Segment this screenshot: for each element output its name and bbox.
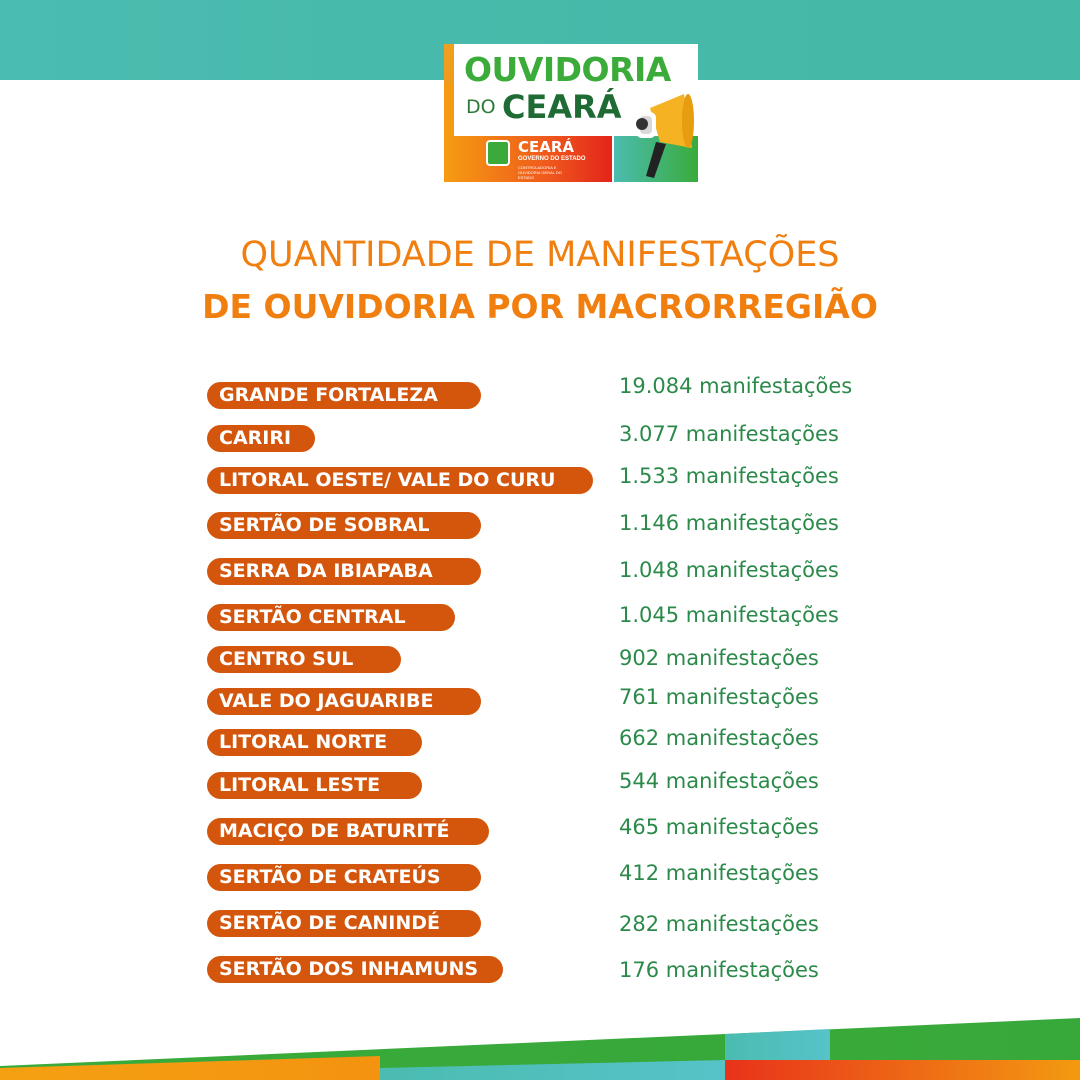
region-count: 902 manifestações <box>619 646 819 670</box>
region-row <box>0 422 1080 455</box>
region-pill: MACIÇO DE BATURITÉ <box>207 818 489 845</box>
region-pill: SERTÃO DE CANINDÉ <box>207 910 481 937</box>
region-row <box>0 861 1080 894</box>
heading-line-2: DE OUVIDORIA POR MACRORREGIÃO <box>202 287 878 326</box>
region-row <box>0 558 1080 588</box>
region-count: 1.146 manifestações <box>619 511 839 535</box>
logo-title-ceara: CEARÁ <box>502 88 622 126</box>
region-pill: SERTÃO DE SOBRAL <box>207 512 481 539</box>
region-pill: GRANDE FORTALEZA <box>207 382 481 409</box>
region-pill: LITORAL NORTE <box>207 729 422 756</box>
ouvidoria-ceara-logo <box>444 44 698 182</box>
region-pill: LITORAL OESTE/ VALE DO CURU <box>207 467 593 494</box>
region-count: 465 manifestações <box>619 815 819 839</box>
logo-agency: CONTROLADORIA E OUVIDORIA GERAL DO ESTADO <box>518 165 562 180</box>
region-row <box>0 512 1080 542</box>
region-row <box>0 769 1080 802</box>
region-count: 3.077 manifestações <box>619 422 839 446</box>
page-heading <box>0 230 1080 332</box>
region-row <box>0 374 1080 412</box>
region-pill: SERRA DA IBIAPABA <box>207 558 481 585</box>
region-row <box>0 464 1080 497</box>
region-pill: LITORAL LESTE <box>207 772 422 799</box>
logo-title-do: DO <box>466 96 496 118</box>
logo-government: GOVERNO DO ESTADO <box>518 156 586 162</box>
logo-title-ouvidoria: OUVIDORIA <box>464 50 671 89</box>
region-count: 1.533 manifestações <box>619 464 839 488</box>
region-pill: SERTÃO DE CRATEÚS <box>207 864 481 891</box>
state-seal-icon <box>486 140 510 166</box>
region-pill: VALE DO JAGUARIBE <box>207 688 481 715</box>
region-count: 19.084 manifestações <box>619 374 853 398</box>
region-pill: SERTÃO DOS INHAMUNS <box>207 956 503 983</box>
region-row <box>0 910 1080 940</box>
region-count: 1.048 manifestações <box>619 558 839 582</box>
region-pill: CARIRI <box>207 425 315 452</box>
region-count: 544 manifestações <box>619 769 819 793</box>
region-row <box>0 604 1080 634</box>
region-count: 662 manifestações <box>619 726 819 750</box>
region-pill: SERTÃO CENTRAL <box>207 604 455 631</box>
region-row <box>0 646 1080 676</box>
region-count: 1.045 manifestações <box>619 603 839 627</box>
logo-state-name: CEARÁ <box>518 138 575 156</box>
region-count: 761 manifestações <box>619 685 819 709</box>
region-pill: CENTRO SUL <box>207 646 401 673</box>
region-row <box>0 685 1080 718</box>
megaphone-icon <box>622 88 698 182</box>
region-count: 282 manifestações <box>619 912 819 936</box>
heading-line-1: QUANTIDADE DE MANIFESTAÇÕES <box>240 235 840 275</box>
bottom-decorative-band <box>0 1010 1080 1080</box>
region-row <box>0 815 1080 848</box>
region-count: 412 manifestações <box>619 861 819 885</box>
region-row <box>0 956 1080 986</box>
region-row <box>0 726 1080 759</box>
region-count: 176 manifestações <box>619 958 819 982</box>
